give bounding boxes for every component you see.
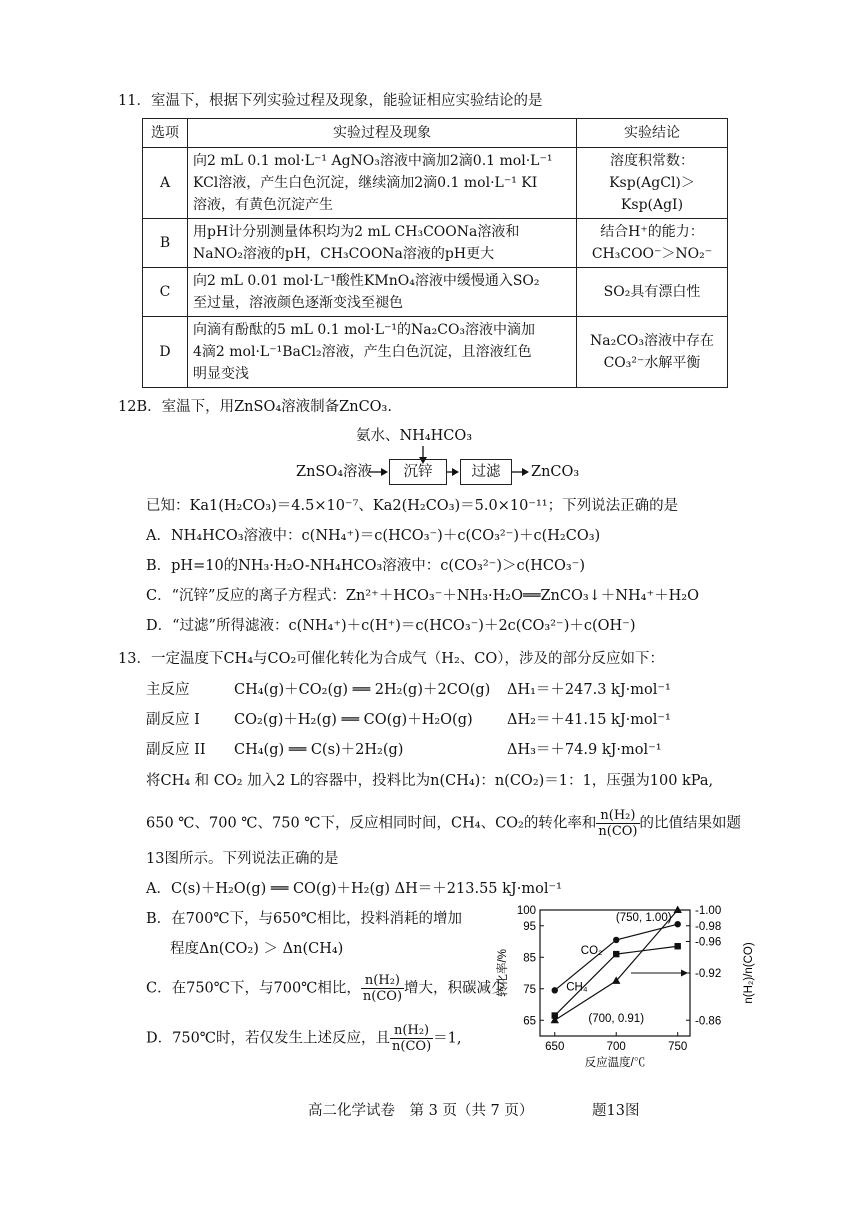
conc-line: SO₂具有漂白性: [603, 284, 701, 300]
q12-stem: 12B．室温下，用ZnSO₄溶液制备ZnCO₃.: [118, 399, 392, 415]
q13-option-d-pre: D．750℃时，若仅发生上述反应，且: [146, 1030, 391, 1047]
data-point: [613, 937, 619, 943]
reaction-equation: CH₄(g) ══ C(s)＋2H₂(g): [234, 742, 404, 758]
conc-line: Na₂CO₃溶液中存在: [589, 333, 714, 349]
q13-option-a: A．C(s)＋H₂O(g) ══ CO(g)＋H₂(g) ΔH＝＋213.55 kJ·mol⁻¹: [146, 881, 562, 897]
q12-option-a: A．NH₄HCO₃溶液中：c(NH₄⁺)＝c(HCO₃⁻)＋c(CO₃²⁻)＋c(H₂CO₃): [146, 528, 601, 544]
q13-option-d: [146, 1023, 462, 1054]
row-option: A: [143, 148, 188, 219]
figure-caption: 题13图: [592, 1103, 640, 1119]
q13-option-b-line1: B．在700℃下，与650℃相比，投料消耗的增加: [146, 911, 462, 927]
q13-paragraph-2a: 650 ℃、700 ℃、750 ℃下，反应相同时间，CH₄、CO₂的转化率和: [146, 815, 597, 832]
y2-tick-label: -0.96: [695, 936, 722, 949]
reaction-name: 副反应 I: [146, 712, 200, 728]
y-tick-label: 65: [523, 1015, 536, 1028]
flow-arrows: [0, 0, 867, 500]
reaction-enthalpy: ΔH₃＝＋74.9 kJ·mol⁻¹: [507, 742, 662, 758]
data-point: [674, 906, 682, 914]
q13-option-b-line2: 程度Δn(CO₂) ＞ Δn(CH₄): [170, 941, 344, 957]
annotation: (700, 0.91): [588, 1013, 645, 1025]
y2-tick-label: -0.86: [695, 1015, 722, 1028]
header-option: 选项: [143, 119, 188, 148]
q13-option-c: [146, 973, 506, 1004]
y2-tick-label: -1.00: [695, 905, 722, 917]
q12-option-d: D．“过滤”所得滤液：c(NH₄⁺)＋c(H⁺)＝c(HCO₃⁻)＋2c(CO₃²⁻)＋c(OH⁻): [146, 618, 636, 634]
data-point: [675, 943, 681, 949]
flow-product: ZnCO₃: [531, 464, 580, 480]
row-option: C: [143, 268, 188, 317]
reaction-equation: CO₂(g)＋H₂(g) ══ CO(g)＋H₂O(g): [234, 712, 473, 728]
y-tick-label: 95: [523, 920, 536, 933]
conc-line: CH₃COO⁻＞NO₂⁻: [591, 246, 713, 262]
q12-option-b: B．pH=10的NH₃·H₂O-NH₄HCO₃溶液中：c(CO₃²⁻)＞c(HCO₃⁻): [146, 558, 586, 574]
flow-step-precipitate: 沉锌: [389, 459, 447, 485]
q13-option-c-pre: C．在750℃下，与700℃相比，: [146, 980, 361, 997]
row-option: D: [143, 317, 188, 388]
q13-paragraph-2b: 的比值结果如题: [639, 815, 741, 832]
reaction-equation: CH₄(g)＋CO₂(g) ══ 2H₂(g)＋2CO(g): [234, 682, 491, 698]
proc-line: 向2 mL 0.1 mol·L⁻¹ AgNO₃溶液中滴加2滴0.1 mol·L⁻¹: [193, 153, 553, 169]
header-conclusion: 实验结论: [577, 119, 728, 148]
y-tick-label: 100: [516, 905, 536, 917]
series-line: [555, 910, 678, 1020]
y-tick-label: 85: [523, 952, 536, 965]
x-tick-label: 700: [606, 1041, 626, 1053]
proc-line: 向滴有酚酞的5 mL 0.1 mol·L⁻¹的Na₂CO₃溶液中滴加: [193, 322, 536, 338]
conc-line: Ksp(AgCl)＞Ksp(AgI): [609, 175, 695, 213]
q12-known: 已知：Ka1(H₂CO₃)＝4.5×10⁻⁷、Ka2(H₂CO₃)＝5.0×10⁻¹¹；下列说法正确的是: [146, 498, 679, 514]
y2-axis-label: n(H₂)/n(CO): [743, 942, 755, 1004]
flow-reagent: 氨水、NH₄HCO₃: [356, 428, 473, 444]
data-point: [552, 987, 558, 993]
proc-line: 溶液，有黄色沉淀产生: [193, 197, 333, 213]
proc-line: 明显变浅: [193, 366, 249, 382]
reaction-enthalpy: ΔH₂＝＋41.15 kJ·mol⁻¹: [507, 712, 671, 728]
q13-paragraph-1: 将CH₄ 和 CO₂ 加入2 L的容器中，投料比为n(CH₄)：n(CO₂)＝1：1，压强为100 kPa,: [146, 773, 714, 789]
fraction-numerator: n(H₂): [361, 973, 404, 989]
h2-co-fraction: [596, 808, 639, 839]
proc-line: 用pH计分别测量体积均为2 mL CH₃COONa溶液和: [193, 224, 520, 240]
h2-co-fraction: [361, 973, 404, 1004]
fraction-denominator: n(CO): [392, 1039, 432, 1054]
reaction-name: 主反应: [146, 682, 190, 698]
h2-co-fraction: [390, 1023, 433, 1054]
x-tick-label: 750: [668, 1041, 688, 1053]
row-option: B: [143, 219, 188, 268]
proc-line: NaNO₂溶液的pH，CH₃COONa溶液的pH更大: [193, 246, 495, 262]
axis-arrow-head: [681, 970, 688, 977]
q11-stem: 11．室温下，根据下列实验过程及现象，能验证相应实验结论的是: [118, 93, 543, 109]
flow-step-filter: 过滤: [460, 459, 512, 485]
q12-option-c: C．“沉锌”反应的离子方程式：Zn²⁺＋HCO₃⁻＋NH₃·H₂O══ZnCO₃↓＋NH₄⁺＋H₂O: [146, 588, 699, 604]
flow-start: ZnSO₄溶液: [296, 464, 373, 480]
y-axis-label: 转化率/%: [497, 949, 509, 997]
conc-line: 溶度积常数：: [610, 153, 694, 169]
reaction-name: 副反应 II: [146, 742, 206, 758]
data-point: [675, 921, 681, 927]
y2-tick-label: -0.92: [695, 968, 722, 980]
proc-line: 向2 mL 0.01 mol·L⁻¹酸性KMnO₄溶液中缓慢通入SO₂: [193, 273, 540, 289]
q13-paragraph-3: 13图所示。下列说法正确的是: [146, 851, 339, 867]
conc-line: CO₃²⁻水解平衡: [603, 355, 701, 371]
reaction-enthalpy: ΔH₁＝＋247.3 kJ·mol⁻¹: [507, 682, 671, 698]
q13-paragraph-2: [146, 808, 741, 839]
proc-line: 至过量，溶液颜色逐渐变浅至褪色: [193, 295, 403, 311]
page-footer: 高二化学试卷 第 3 页（共 7 页）: [308, 1103, 534, 1119]
q13-stem: 13．一定温度下CH₄与CO₂可催化转化为合成气（H₂、CO），涉及的部分反应如下：: [118, 651, 664, 667]
series-label: CH₄: [566, 981, 588, 994]
data-point: [613, 951, 619, 957]
conversion-chart: [490, 898, 760, 1068]
x-tick-label: 650: [545, 1041, 565, 1053]
q13-option-c-post: 增大，积碳减少: [404, 980, 506, 997]
proc-line: 4滴2 mol·L⁻¹BaCl₂溶液，产生白色沉淀，且溶液红色: [193, 344, 532, 360]
series-label: CO₂: [580, 945, 603, 958]
fraction-denominator: n(CO): [362, 989, 403, 1004]
fraction-numerator: n(H₂): [390, 1023, 433, 1039]
x-axis-label: 反应温度/℃: [584, 1057, 646, 1068]
proc-line: KCl溶液，产生白色沉淀，继续滴加2滴0.1 mol·L⁻¹ KI: [193, 175, 538, 191]
conc-line: 结合H⁺的能力：: [600, 224, 704, 240]
annotation: (750, 1.00): [615, 912, 672, 924]
fraction-denominator: n(CO): [598, 824, 638, 839]
y-tick-label: 75: [523, 983, 536, 996]
header-procedure: 实验过程及现象: [188, 119, 577, 148]
y2-tick-label: -0.98: [695, 920, 722, 933]
q13-option-d-post: ＝1,: [433, 1030, 462, 1047]
fraction-numerator: n(H₂): [596, 808, 639, 824]
